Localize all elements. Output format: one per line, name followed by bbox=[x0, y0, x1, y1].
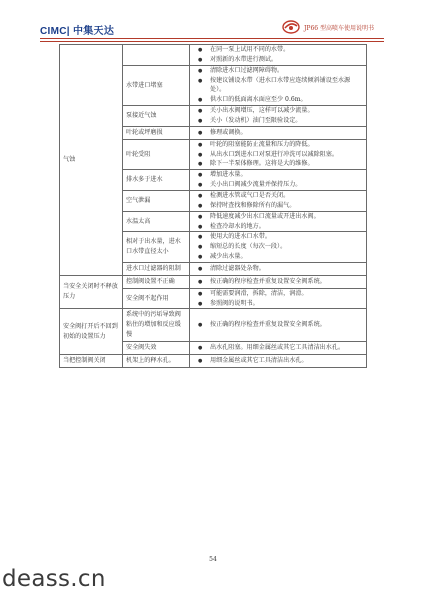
cause-cell: 叶轮或坪磨损 bbox=[123, 126, 190, 139]
solution-item: ● 保持时查找和修除所有的漏气。 bbox=[196, 201, 364, 211]
solution-item: ● 在同一泵上试用不同的水带。 bbox=[196, 45, 364, 55]
table-row bbox=[60, 354, 367, 367]
table-row bbox=[60, 275, 367, 288]
solution-cell bbox=[190, 275, 367, 288]
table-row bbox=[60, 45, 367, 66]
solution-cell bbox=[190, 232, 367, 263]
symptom-text: 气蚀 bbox=[63, 156, 76, 164]
solution-item: ● 减少出水量。 bbox=[196, 252, 364, 262]
page-header bbox=[0, 0, 426, 40]
solution-item: ● 修理或调换。 bbox=[196, 128, 364, 138]
cause-cell: 进水口过滤器的阻制 bbox=[123, 263, 190, 276]
solution-item: ● 按建议铺设水带（进水口水带应连续倾斜铺设至水源处）。 bbox=[196, 76, 364, 96]
solution-cell bbox=[190, 170, 367, 191]
brand-emblem-icon bbox=[282, 20, 300, 34]
cause-cell: 水温太高 bbox=[123, 211, 190, 232]
solution-cell bbox=[190, 342, 367, 355]
page-number: 54 bbox=[209, 556, 217, 563]
solution-item: ● 可能需要润滑，拆除，清洁，润滑。 bbox=[196, 289, 364, 299]
cause-cell: 安全阀失效 bbox=[123, 342, 190, 355]
solution-cell bbox=[190, 106, 367, 127]
header-rule-thin bbox=[40, 41, 384, 42]
solution-item: ● 按正确的程序检查并重复设置安全阀系统。 bbox=[196, 320, 364, 330]
cause-cell: 泵接近气蚀 bbox=[123, 106, 190, 127]
solution-cell bbox=[190, 211, 367, 232]
solution-item: ● 对照新的水带进行测试。 bbox=[196, 55, 364, 65]
solution-item: ● 关小出水阀增压，这样可以减少流量。 bbox=[196, 106, 364, 116]
logo-cn-text: | 中集天达 bbox=[66, 26, 115, 37]
solution-item: ● 清除进水口过滤网障碍物。 bbox=[196, 66, 364, 76]
cause-cell: 叶轮受阻 bbox=[123, 139, 190, 170]
solution-item: ● 用细金属丝或其它工具清洁出水孔。 bbox=[196, 356, 364, 366]
document-brand bbox=[282, 20, 374, 34]
solution-item: ● 出水孔阻塞。用细金属丝或其它工具清洁出水孔。 bbox=[196, 343, 364, 353]
solution-item: ● 检查冷却水的地方。 bbox=[196, 222, 364, 232]
solution-cell bbox=[190, 263, 367, 276]
cause-cell: 空气泄漏 bbox=[123, 191, 190, 212]
solution-item: ● 除下一半泵体修理。这将是大的维修。 bbox=[196, 159, 364, 169]
solution-cell bbox=[190, 65, 367, 105]
company-logo bbox=[40, 22, 114, 37]
solution-item: ● 缩短总的长度（每次一段）。 bbox=[196, 242, 364, 252]
solution-item: ● 使用大的进水口水带。 bbox=[196, 232, 364, 242]
solution-cell bbox=[190, 191, 367, 212]
table-row bbox=[60, 309, 367, 342]
solution-item: ● 清除过滤器处杂物。 bbox=[196, 264, 364, 274]
solution-item: ● 叶轮的阻塞能防止流量和压力的降低。 bbox=[196, 140, 364, 150]
logo-text: CIMC bbox=[40, 26, 67, 37]
solution-item: ● 增加进水量。 bbox=[196, 170, 364, 180]
solution-cell bbox=[190, 139, 367, 170]
solution-item: ● 供水口的低面离水面应至少 0.6m。 bbox=[196, 95, 364, 105]
cause-cell bbox=[123, 45, 190, 66]
solution-cell bbox=[190, 126, 367, 139]
solution-item: ● 按正确的程序检查并重复设置安全阀系统。 bbox=[196, 277, 364, 287]
cause-cell: 系统中的污垢导致阀粘住的增加和反应缓慢 bbox=[123, 309, 190, 342]
solution-cell bbox=[190, 309, 367, 342]
cause-cell: 水带进口堵塞 bbox=[123, 65, 190, 105]
cause-cell: 机架上的释水孔。 bbox=[123, 354, 190, 367]
cause-cell: 相对于出水量，进水口水带直径太小 bbox=[123, 232, 190, 263]
header-rule bbox=[40, 38, 384, 39]
cause-cell: 控制阀设置不正确 bbox=[123, 275, 190, 288]
cause-cell: 排水多于进水 bbox=[123, 170, 190, 191]
solution-item: ● 关小出口阀减少流量并保持压力。 bbox=[196, 180, 364, 190]
document-title: JP66 型高喷车使用说明书 bbox=[304, 24, 374, 32]
solution-cell bbox=[190, 45, 367, 66]
solution-item: ● 降低速度减少出水口流量或开进出水阀。 bbox=[196, 212, 364, 222]
solution-item: ● 检测进水管或气口是否关闭。 bbox=[196, 191, 364, 201]
solution-item: ● 参照阀的说明书。 bbox=[196, 299, 364, 309]
solution-item: ● 从出水口到进水口对泵进行冲洗可以减除阻塞。 bbox=[196, 150, 364, 160]
symptom-cell: 当安全关闭时不释放压力 bbox=[60, 275, 123, 309]
solution-cell bbox=[190, 288, 367, 309]
cause-cell: 安全阀不起作用 bbox=[123, 288, 190, 309]
symptom-cell bbox=[60, 45, 123, 276]
troubleshooting-table bbox=[59, 44, 367, 368]
site-watermark: deass.cn bbox=[2, 566, 106, 592]
symptom-cell: 当把控制阀关闭 bbox=[60, 354, 123, 367]
symptom-cell: 安全阀打开后不回到初始的设置压力 bbox=[60, 309, 123, 354]
solution-cell bbox=[190, 354, 367, 367]
solution-item: ● 关小（发动机）油门至限验设定。 bbox=[196, 116, 364, 126]
